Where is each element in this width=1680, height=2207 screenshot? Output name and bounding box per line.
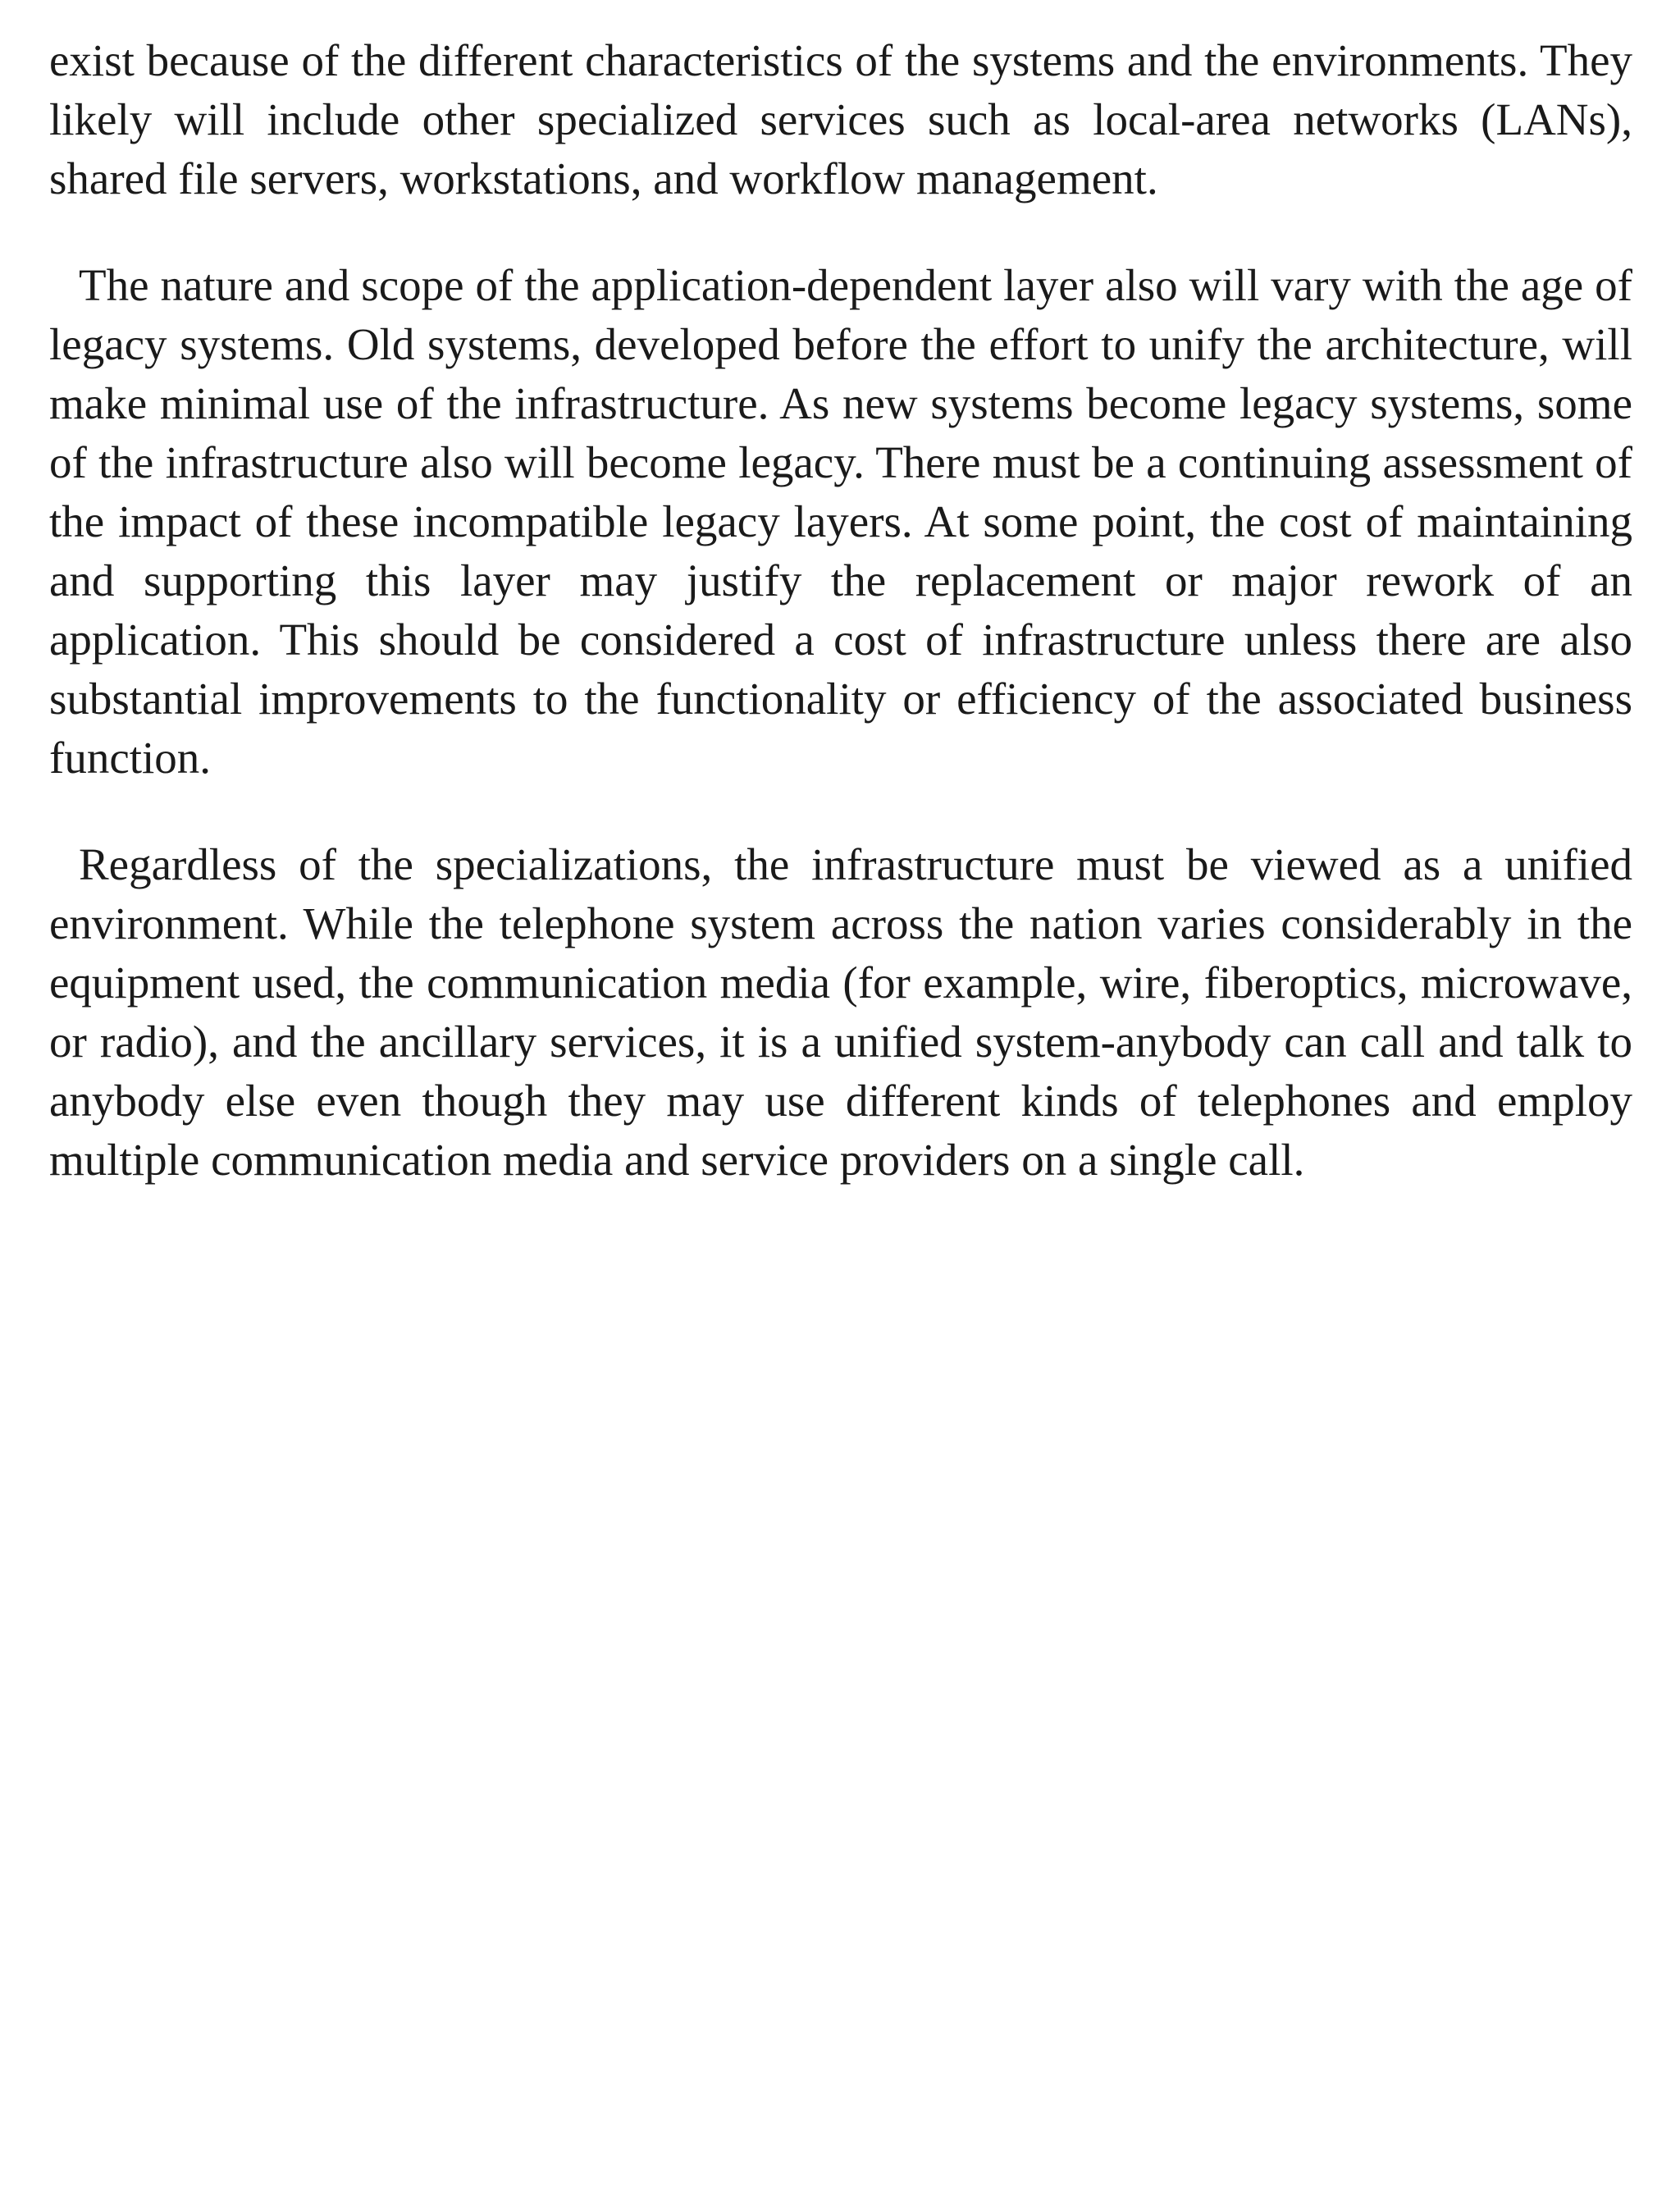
body-text (49, 31, 1632, 1190)
paragraph-continuation: exist because of the different characteristics of the systems and the environments. They likely will include other specialized services such as local-area networks (LANs), shared file servers, workstations, and workflow management. (49, 35, 1632, 203)
paragraph-unified-environment: Regardless of the specializations, the infrastructure must be viewed as a unified environment. While the telephone system across the nation varies considerably in the equipment used, the communication media (for example, wire, fiberoptics, microwave, or radio), and the ancillary services, it is a unified system-anybody can call and talk to anybody else even though they may use different kinds of telephones and employ multiple communication media and service providers on a single call. (49, 839, 1632, 1185)
paragraph-application-layer: The nature and scope of the application-dependent layer also will vary with the age of legacy systems. Old systems, developed before the effort to unify the architecture, will make minimal use of the infrastructure. As new systems become legacy systems, some of the infrastructure also will become legacy. There must be a continuing assessment of the impact of these incompatible legacy layers. At some point, the cost of maintaining and supporting this layer may justify the replacement or major rework of an application. This should be considered a cost of infrastructure unless there are also substantial improvements to the functionality or efficiency of the associated business function. (49, 260, 1632, 783)
